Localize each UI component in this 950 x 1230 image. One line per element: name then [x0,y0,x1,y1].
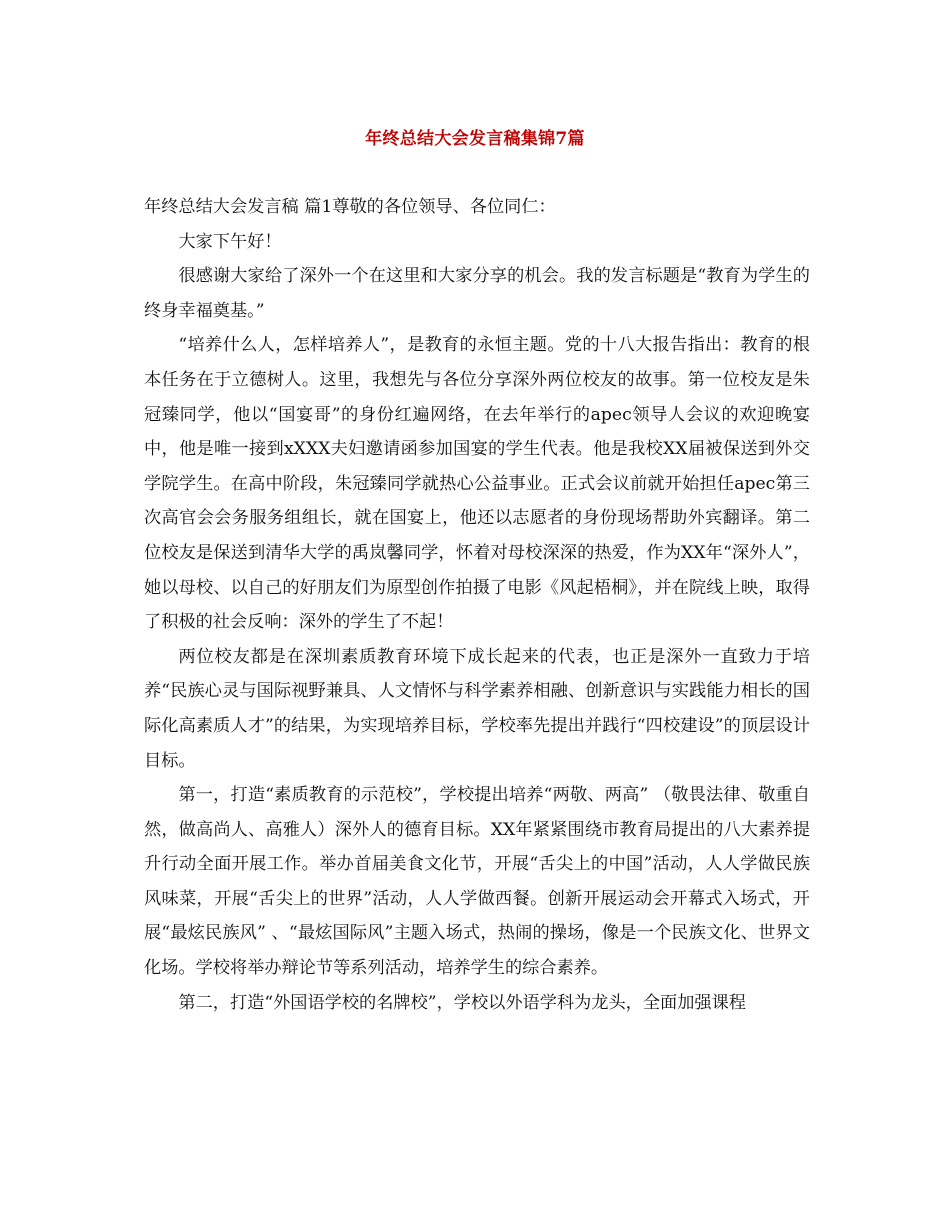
paragraph: 第二，打造“外国语学校的名牌校”，学校以外语学科为龙头，全面加强课程 [178,992,746,1013]
paragraph: “培养什么人，怎样培养人”，是教育的永恒主题。党的十八大报告指出：教育的根本任务在于立德树人。这里，我想先与各位分享深外两位校友的故事。第一位校友是朱冠臻同学，他以“国宴哥”的身份红遍网络，在去年举行的apec领导人会议的欢迎晚宴中，他是唯一接到xXXX夫妇邀请函参加国宴的学生代表。他是我校XX届被保送到外交学院学生。在高中阶段，朱冠臻同学就热心公益事业。正式会议前就开始担任apec第三次高官会会务服务组组长，就在国宴上，他还以志愿者的身份现场帮助外宾翻译。第二位校友是保送到清华大学的禹岚馨同学，怀着对母校深深的热爱，作为XX年“深外人”，她以母校、以自己的好朋友们为原型创作拍摄了电影《风起梧桐》，并在院线上映，取得了积极的社会反响：深外的学生了不起！ [144,335,810,633]
document-title: 年终总结大会发言稿集锦7篇 [365,129,585,149]
paragraph: 两位校友都是在深圳素质教育环境下成长起来的代表，也正是深外一直致力于培养“民族心灵与国际视野兼具、人文情怀与科学素养相融、创新意识与实践能力相长的国际化高素质人才”的结果，为实现培养目标，学校率先提出并践行“四校建设”的顶层设计目标。 [144,646,810,771]
paragraph: 很感谢大家给了深外一个在这里和大家分享的机会。我的发言标题是“教育为学生的终身幸福奠基。” [144,266,810,321]
paragraph-greeting: 大家下午好！ [178,231,282,252]
paragraph-heading: 年终总结大会发言稿 篇1尊敬的各位领导、各位同仁： [144,197,556,217]
document-body [144,190,810,1020]
paragraph: 第一，打造“素质教育的示范校”，学校提出培养“两敬、两高” （敬畏法律、敬重自然，做高尚人、高雅人）深外人的德育目标。XX年紧紧围绕市教育局提出的八大素养提升行动全面开展工作。举办首届美食文化节，开展“舌尖上的中国”活动，人人学做民族风味菜，开展“舌尖上的世界”活动，人人学做西餐。创新开展运动会开幕式入场式，开展“最炫民族风” 、“最炫国际风”主题入场式，热闹的操场，像是一个民族文化、世界文化场。学校将举办辩论节等系列活动，培养学生的综合素养。 [144,785,810,979]
